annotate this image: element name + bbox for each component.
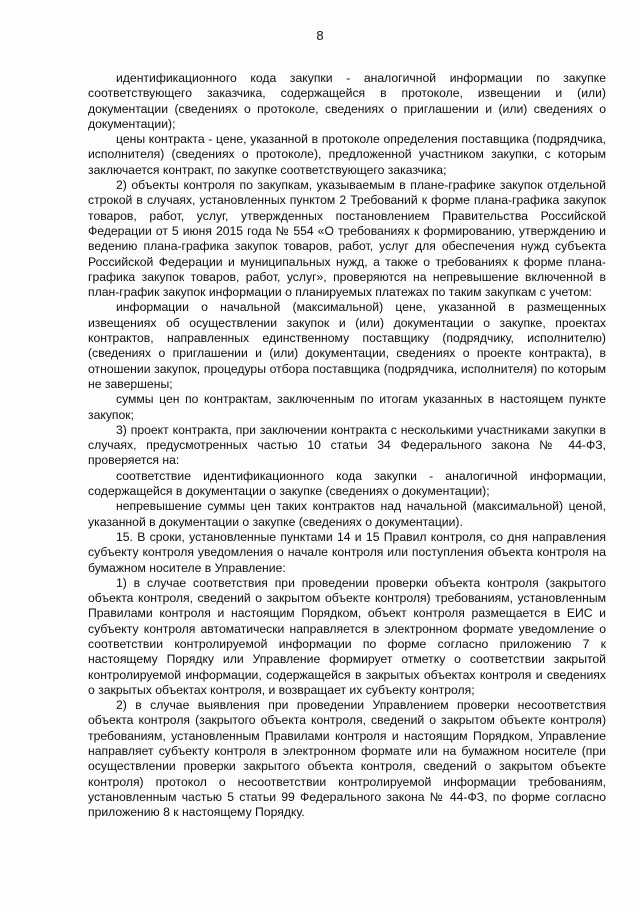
paragraph: информации о начальной (максимальной) цене, указанной в размещенных извещениях об осуществлении закупок и (или) документации о закупке, проектах контрактов, направленных единственному поставщику (подрядчику, исполнителю) (сведениях о приглашении и (или) документации, сведениях о проекте контракта), в отношении закупок, процедуры отбора поставщика (подрядчика, исполнителя) по которым не завершены; — [88, 300, 606, 391]
paragraph: непревышение суммы цен таких контрактов над начальной (максимальной) ценой, указанной в документации о закупке (сведениях о документации). — [88, 499, 606, 529]
paragraph: 1) в случае соответствия при проведении проверки объекта контроля (закрытого объекта контроля, сведений о закрытом объекте контроля) требованиям, установленным Правилами контроля и настоящим Порядком, объект контроля размещается в ЕИС и субъекту контроля автоматически направляется в электронном формате уведомление о соответствии контролируемой информации по форме согласно приложению 7 к настоящему Порядку или Управление формирует отметку о соответствии закрытой контролируемой информации, содержащейся в закрытых объектах контроля и сведениях о закрытых объектах контроля, и возвращает их субъекту контроля; — [88, 575, 606, 697]
paragraph: идентификационного кода закупки - аналогичной информации по закупке соответствующего заказчика, содержащейся в протоколе, извещении и (или) документации (сведениях о протоколе, сведениях о приглашении и (или) сведениях о документации); — [88, 71, 606, 131]
paragraph: 3) проект контракта, при заключении контракта с несколькими участниками закупки в случаях, предусмотренных частью 10 статьи 34 Федерального закона № 44-ФЗ, проверяется на: — [88, 422, 606, 468]
paragraph: цены контракта - цене, указанной в протоколе определения поставщика (подрядчика, исполнителя) (сведениях о протоколе), предложенной участником закупки, с которым заключается контракт, по закупке соответствующего заказчика; — [88, 132, 606, 177]
paragraph: 2) в случае выявления при проведении Управлением проверки несоответствия объекта контроля (закрытого объекта контроля, сведений о закрытом объекте контроля) требованиям, установленным Правилами контроля и настоящим Порядком, Управление направляет субъекту контроля в электронном формате или на бумажном носителе (при осуществлении проверки закрытого объекта контроля, сведений о закрытом объекте контроля) протокол о несоответствии контролируемой информации требованиям, установленным частью 5 статьи 99 Федерального закона № 44-ФЗ, по форме согласно приложению 8 к настоящему Порядку. — [88, 698, 606, 820]
paragraph: соответствие идентификационного кода закупки - аналогичной информации, содержащейся в документации о закупке (сведениях о документации); — [88, 468, 606, 499]
paragraph: 15. В сроки, установленные пунктами 14 и 15 Правил контроля, со дня направления субъекту контроля уведомления о начале контроля или поступления объекта контроля на бумажном носителе в Управление: — [88, 529, 606, 575]
paragraph: суммы цен по контрактам, заключенным по итогам указанных в настоящем пункте закупок; — [88, 392, 606, 422]
document-body — [88, 71, 606, 821]
page-number: 8 — [316, 28, 324, 43]
paragraph: 2) объекты контроля по закупкам, указываемым в плане-графике закупок отдельной строкой в случаях, установленных пунктом 2 Требований к форме плана-графика закупок товаров, работ, услуг, утвержденных постановлением Правительства Российской Федерации от 5 июня 2015 года № 554 «О требованиях к формированию, утверждению и ведению плана-графика закупок товаров, работ, услуг для обеспечения нужд субъекта Российской Федерации и муниципальных нужд, а также о требованиях к форме плана-графика закупок товаров, работ, услуг», проверяются на непревышение включенной в план-график закупок информации о планируемых платежах по таким закупкам с учетом: — [88, 178, 606, 300]
